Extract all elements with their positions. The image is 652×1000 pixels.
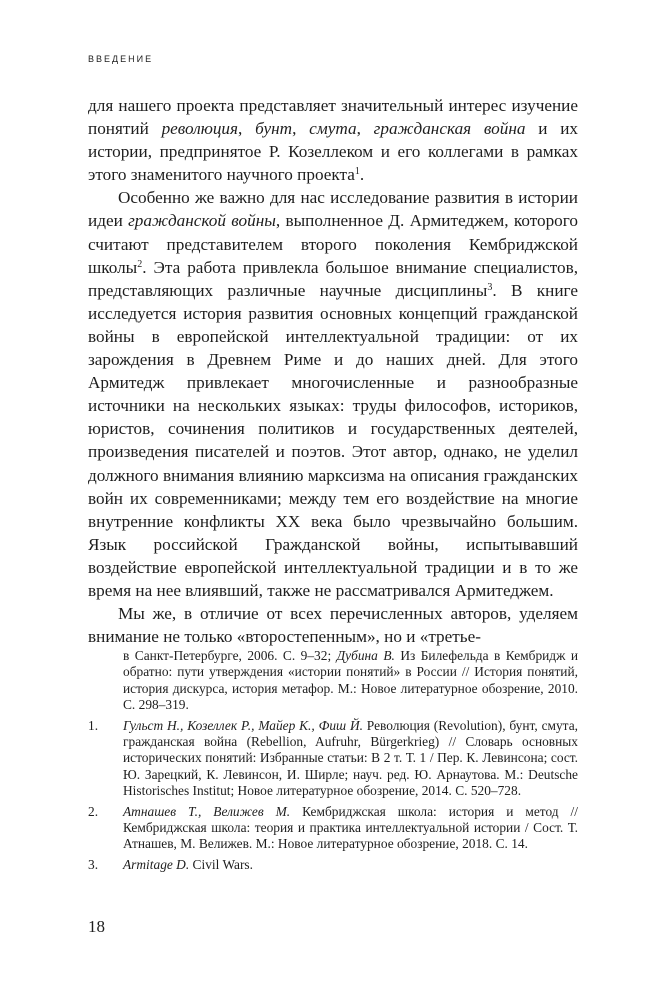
footnote-continuation: в Санкт-Петербурге, 2006. С. 9–32; Дубина В. Из Билефельда в Кембридж и обратно: пути утверждения «истории понятий» в России // История понятий, история дискурса, история метафор. М.: Новое литературное обозрение, 2010. С. 298–319. — [123, 648, 579, 713]
term-revolution: революция — [161, 119, 238, 139]
main-text — [88, 94, 578, 648]
running-head: ВВЕДЕНИЕ — [88, 54, 154, 64]
footnote-ref-2[interactable]: 2 — [137, 258, 143, 270]
footnote-authors: Armitage D. — [123, 856, 190, 872]
paragraph-3: Мы же, в отличие от всех перечисленных авторов, уделяем внимание не только «второстепенным», но и «третье- — [88, 604, 578, 647]
footnote-authors: Атнашев Т., Велижев М. — [123, 803, 291, 819]
page-number: 18 — [88, 917, 105, 936]
paragraph-1: для нашего проекта представляет значительный интерес изучение понятий революция, бунт, смута, гражданская война и их истории, предпринятое Р. Козеллеком и его коллегами в рамках этого знаменитого научного проекта$^1$. — [88, 96, 578, 185]
footnote-number: 3. — [88, 856, 99, 872]
footnote-ref-1[interactable]: 1 — [354, 166, 360, 178]
term-civil-war-2: гражданской войны — [128, 211, 276, 231]
term-turmoil: смута — [309, 119, 357, 139]
footnote-3: 3. Armitage D. Civil Wars. — [88, 856, 253, 872]
term-revolt: бунт — [255, 119, 293, 139]
footnotes — [88, 648, 578, 877]
footnote-2: 2. Атнашев Т., Велижев М. Кембриджская школа: история и метод // Кембриджская школа: теория и практика интеллектуальной истории / Сост. Т. Атнашев, М. Велижев. М.: Новое литературное обозрение, 2018. С. 14. — [88, 803, 578, 852]
footnote-number: 1. — [88, 717, 99, 733]
footnote-ref-3[interactable]: 3 — [487, 281, 493, 293]
paragraph-2: Особенно же важно для нас исследование развития в истории идеи гражданской войны, выполненное Д. Армитеджем, которого считают представителем второго поколения Кембриджской школы$^2$. Эта работа привлекла большое внимание специалистов, представляющих различные научные дисциплины$^3$. В книге исследуется история развития основных концепций гражданской войны в европейской интеллектуальной традиции: от их зарождения в Древнем Риме и до наших дней. Для этого Армитедж привлекает многочисленные и разнообразные источники на нескольких языках: труды философов, историков, юристов, сочинения политиков и государственных деятелей, произведения писателей и поэтов. Этот автор, однако, не уделил должного внимания влиянию марксизма на описания гражданских войн их современниками; между тем его воздействие на многие внутренние конфликты XX века было чрезвычайно большим. Язык российской Гражданской войны, испытывавший воздействие европейской интеллектуальной традиции и в то же время на нее влиявший, также не рассматривался Армитеджем. — [88, 188, 578, 600]
footnote-authors: Гульст Н., Козеллек Р., Майер К., Фиш Й. — [123, 717, 363, 733]
term-civil-war: гражданская война — [373, 119, 526, 139]
footnote-number: 2. — [88, 803, 99, 819]
footnote-1: 1. Гульст Н., Козеллек Р., Майер К., Фиш Й. Революция (Revolution), бунт, смута, гражданская война (Rebellion, Aufruhr, Bürgerkrieg) // Словарь основных исторических понятий: Избранные статьи: В 2 т. Т. 1 / Пер. К. Левинсона; сост. Ю. Зарецкий, К. Левинсон, И. Ширле; науч. ред. Ю. Арнаутова. М.: Deutsche Historisches Institut; Новое литературное обозрение, 2014. С. 520–728. — [88, 717, 578, 799]
